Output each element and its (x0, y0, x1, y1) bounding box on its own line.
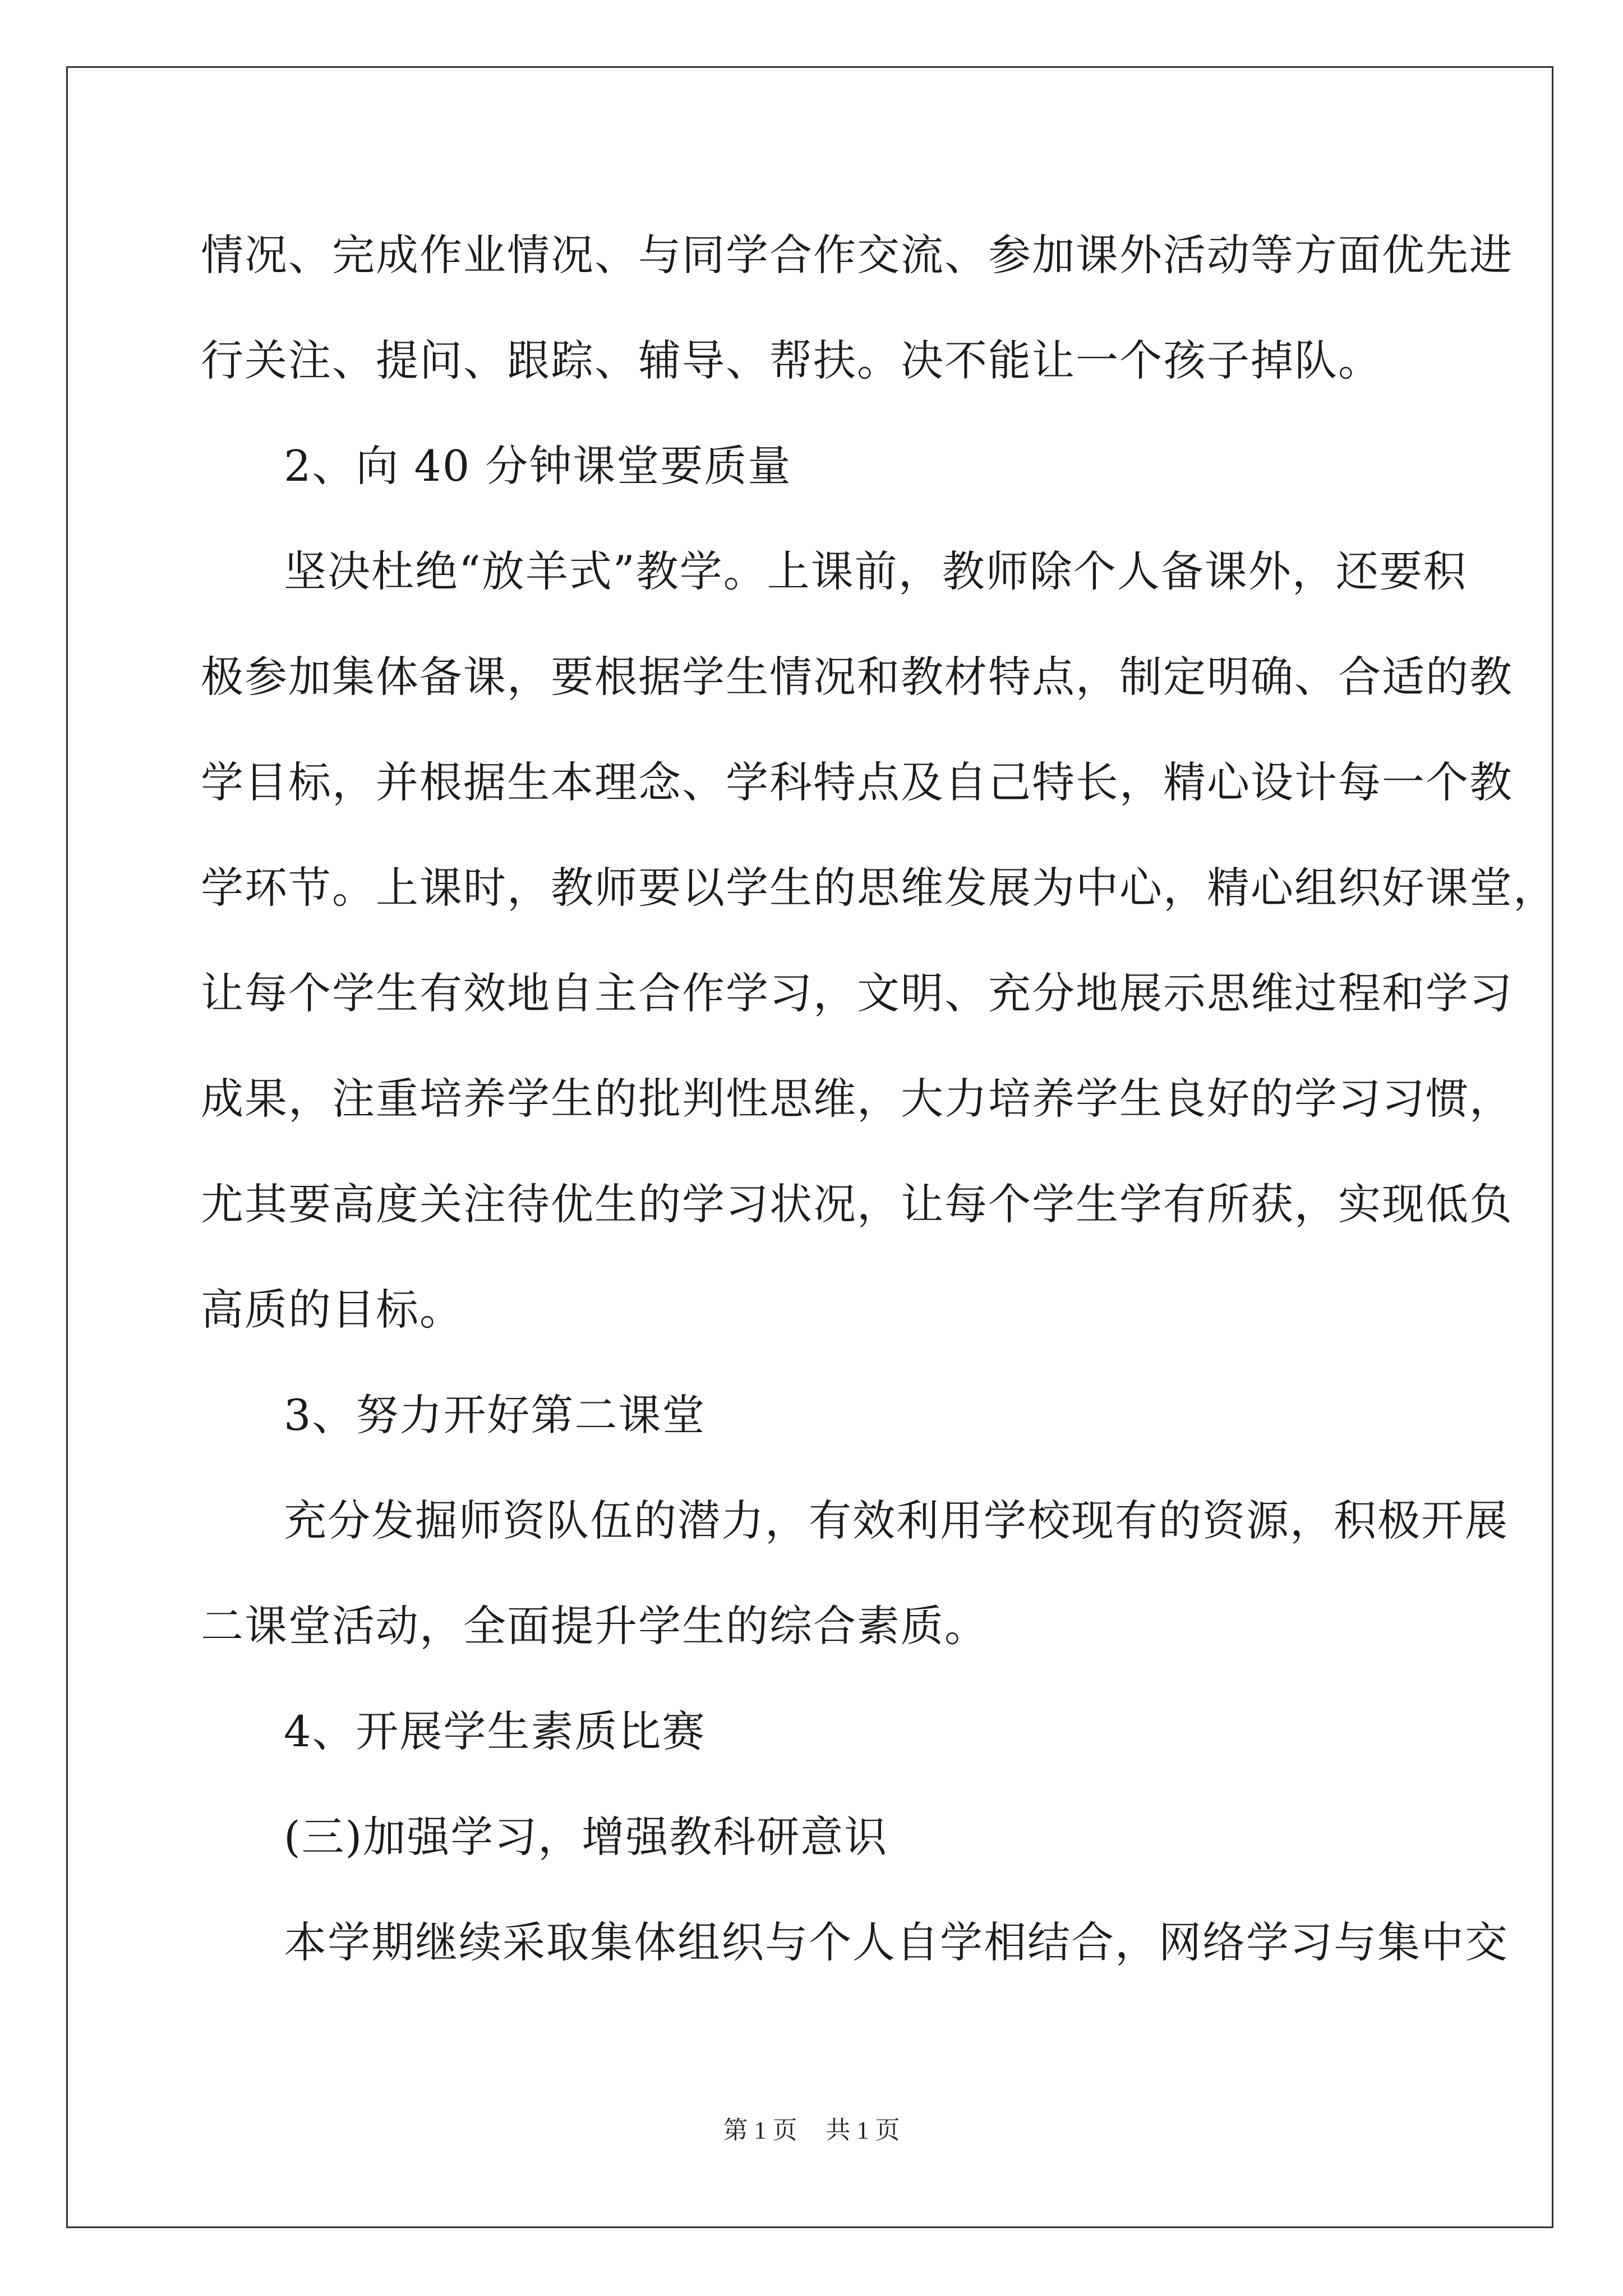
text-line: 学环节。上课时，教师要以学生的思维发展为中心，精心组织好课堂， (201, 863, 1557, 913)
text-line: 高质的目标。 (201, 1285, 463, 1335)
section-heading: (三)加强学习，增强教科研意识 (284, 1812, 888, 1862)
document-body (201, 213, 1557, 2006)
text-line: 情况、完成作业情况、与同学合作交流、参加课外活动等方面优先进 (201, 230, 1513, 280)
text-line: 充分发掘师资队伍的潜力，有效利用学校现有的资源，积极开展 (284, 1496, 1509, 1545)
section-heading: 3、努力开好第二课堂 (284, 1390, 706, 1440)
text-line: 学目标，并根据生本理念、学科特点及自己特长，精心设计每一个教 (201, 757, 1513, 807)
text-line: 成果，注重培养学生的批判性思维，大力培养学生良好的学习习惯， (201, 1074, 1513, 1124)
text-line: 尤其要高度关注待优生的学习状况，让每个学生学有所获，实现低负 (201, 1179, 1513, 1229)
section-heading: 4、开展学生素质比赛 (284, 1706, 706, 1756)
text-line: 极参加集体备课，要根据学生情况和教材特点，制定明确、合适的教 (201, 652, 1513, 702)
page-total: 共 1 页 (826, 2116, 900, 2144)
page-footer (0, 2114, 1623, 2147)
text-line: 行关注、提问、跟踪、辅导、帮扶。决不能让一个孩子掉队。 (201, 335, 1382, 385)
text-line: 二课堂活动，全面提升学生的综合素质。 (201, 1601, 988, 1651)
text-line: 本学期继续采取集体组织与个人自学相结合，网络学习与集中交 (284, 1917, 1509, 1967)
section-heading: 2、向 40 分钟课堂要质量 (284, 441, 792, 491)
page-number: 第 1 页 (723, 2116, 797, 2144)
text-line: 坚决杜绝“放羊式”教学。上课前，教师除个人备课外，还要积 (284, 546, 1467, 596)
text-line: 让每个学生有效地自主合作学习，文明、充分地展示思维过程和学习 (201, 968, 1513, 1018)
